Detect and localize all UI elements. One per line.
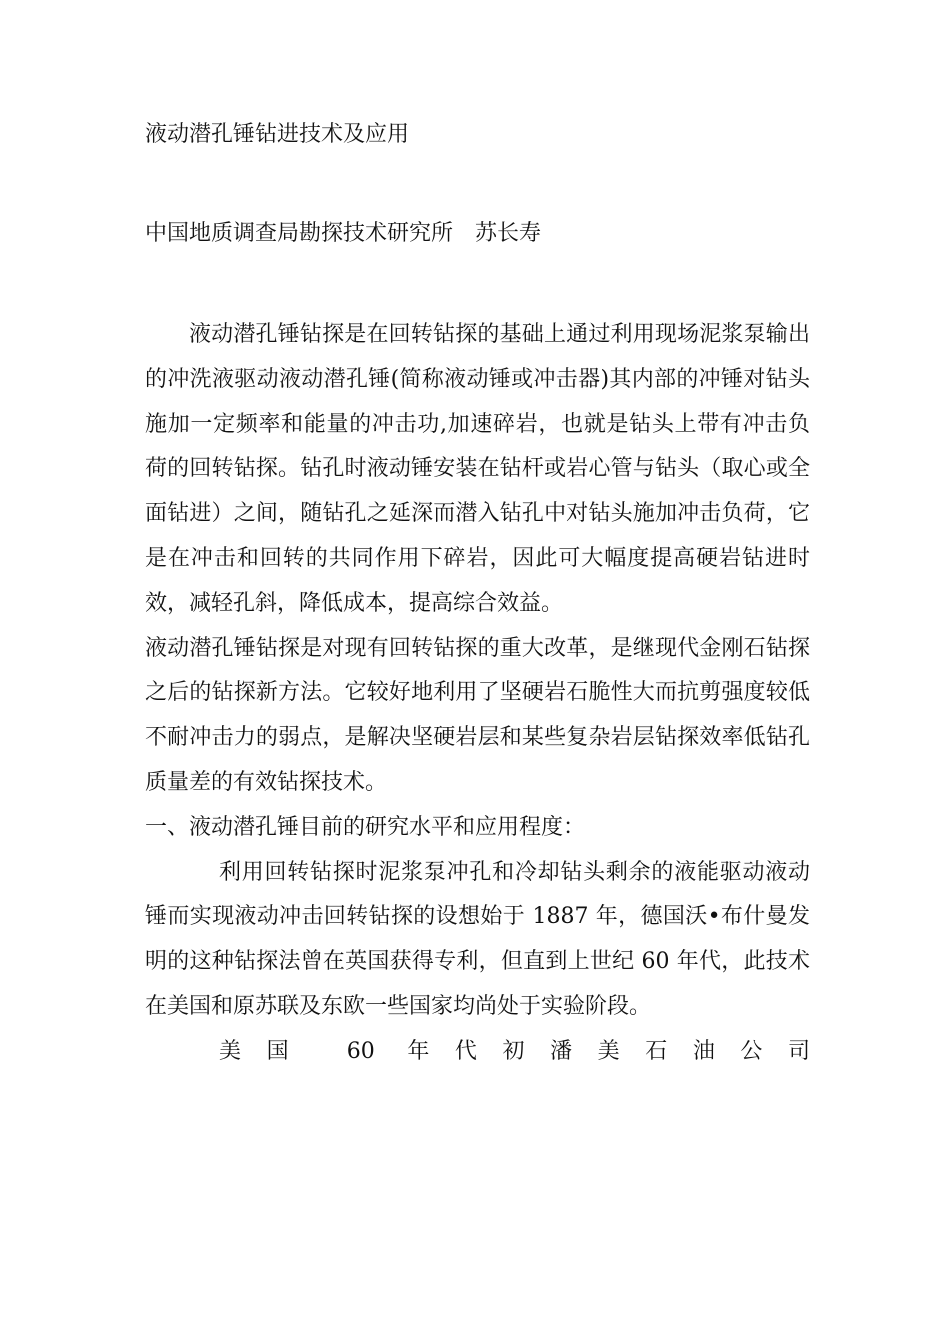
author-line — [145, 218, 541, 250]
paragraph-history-text: 利用回转钻探时泥浆泵冲孔和冷却钻头剩余的液能驱动液动锤而实现液动冲击回转钻探的设想始于 1887 年，德国沃•布什曼发明的这种钻探法曾在英国获得专利，但直到上世纪 60 年代，此技术在美国和原苏联及东欧一些国家均尚处于实验阶段。 — [145, 859, 811, 1019]
author-affiliation: 中国地质调查局勘探技术研究所 — [145, 221, 454, 246]
document-title: 液动潜孔锤钻进技术及应用 — [145, 122, 410, 147]
paragraph-history-continued: 美国 60 年代初潘美石油公司 — [219, 1038, 810, 1064]
author-name: 苏长寿 — [475, 221, 542, 246]
paragraph-intro: 液动潜孔锤钻探是在回转钻探的基础上通过利用现场泥浆泵输出的冲洗液驱动液动潜孔锤(简称液动锤或冲击器)其内部的冲锤对钻头施加一定频率和能量的冲击功,加速碎岩，也就是钻头上带有冲击负荷的回转钻探。钻孔时液动锤安装在钻杆或岩心管与钻头（取心或全面钻进）之间，随钻孔之延深而潜入钻孔中对钻头施加冲击负荷，它是在冲击和回转的共同作用下碎岩，因此可大幅度提高硬岩钻进时效，减轻孔斜，降低成本，提高综合效益。 — [145, 322, 810, 616]
document-body — [145, 313, 810, 1075]
paragraph-history — [145, 851, 810, 1075]
section-heading: 一、液动潜孔锤目前的研究水平和应用程度： — [145, 814, 586, 840]
paragraph-reform: 液动潜孔锤钻探是对现有回转钻探的重大改革，是继现代金刚石钻探之后的钻探新方法。它较好地利用了坚硬岩石脆性大而抗剪强度较低不耐冲击力的弱点，是解决坚硬岩层和某些复杂岩层钻探效率低钻孔质量差的有效钻探技术。 — [145, 635, 810, 795]
